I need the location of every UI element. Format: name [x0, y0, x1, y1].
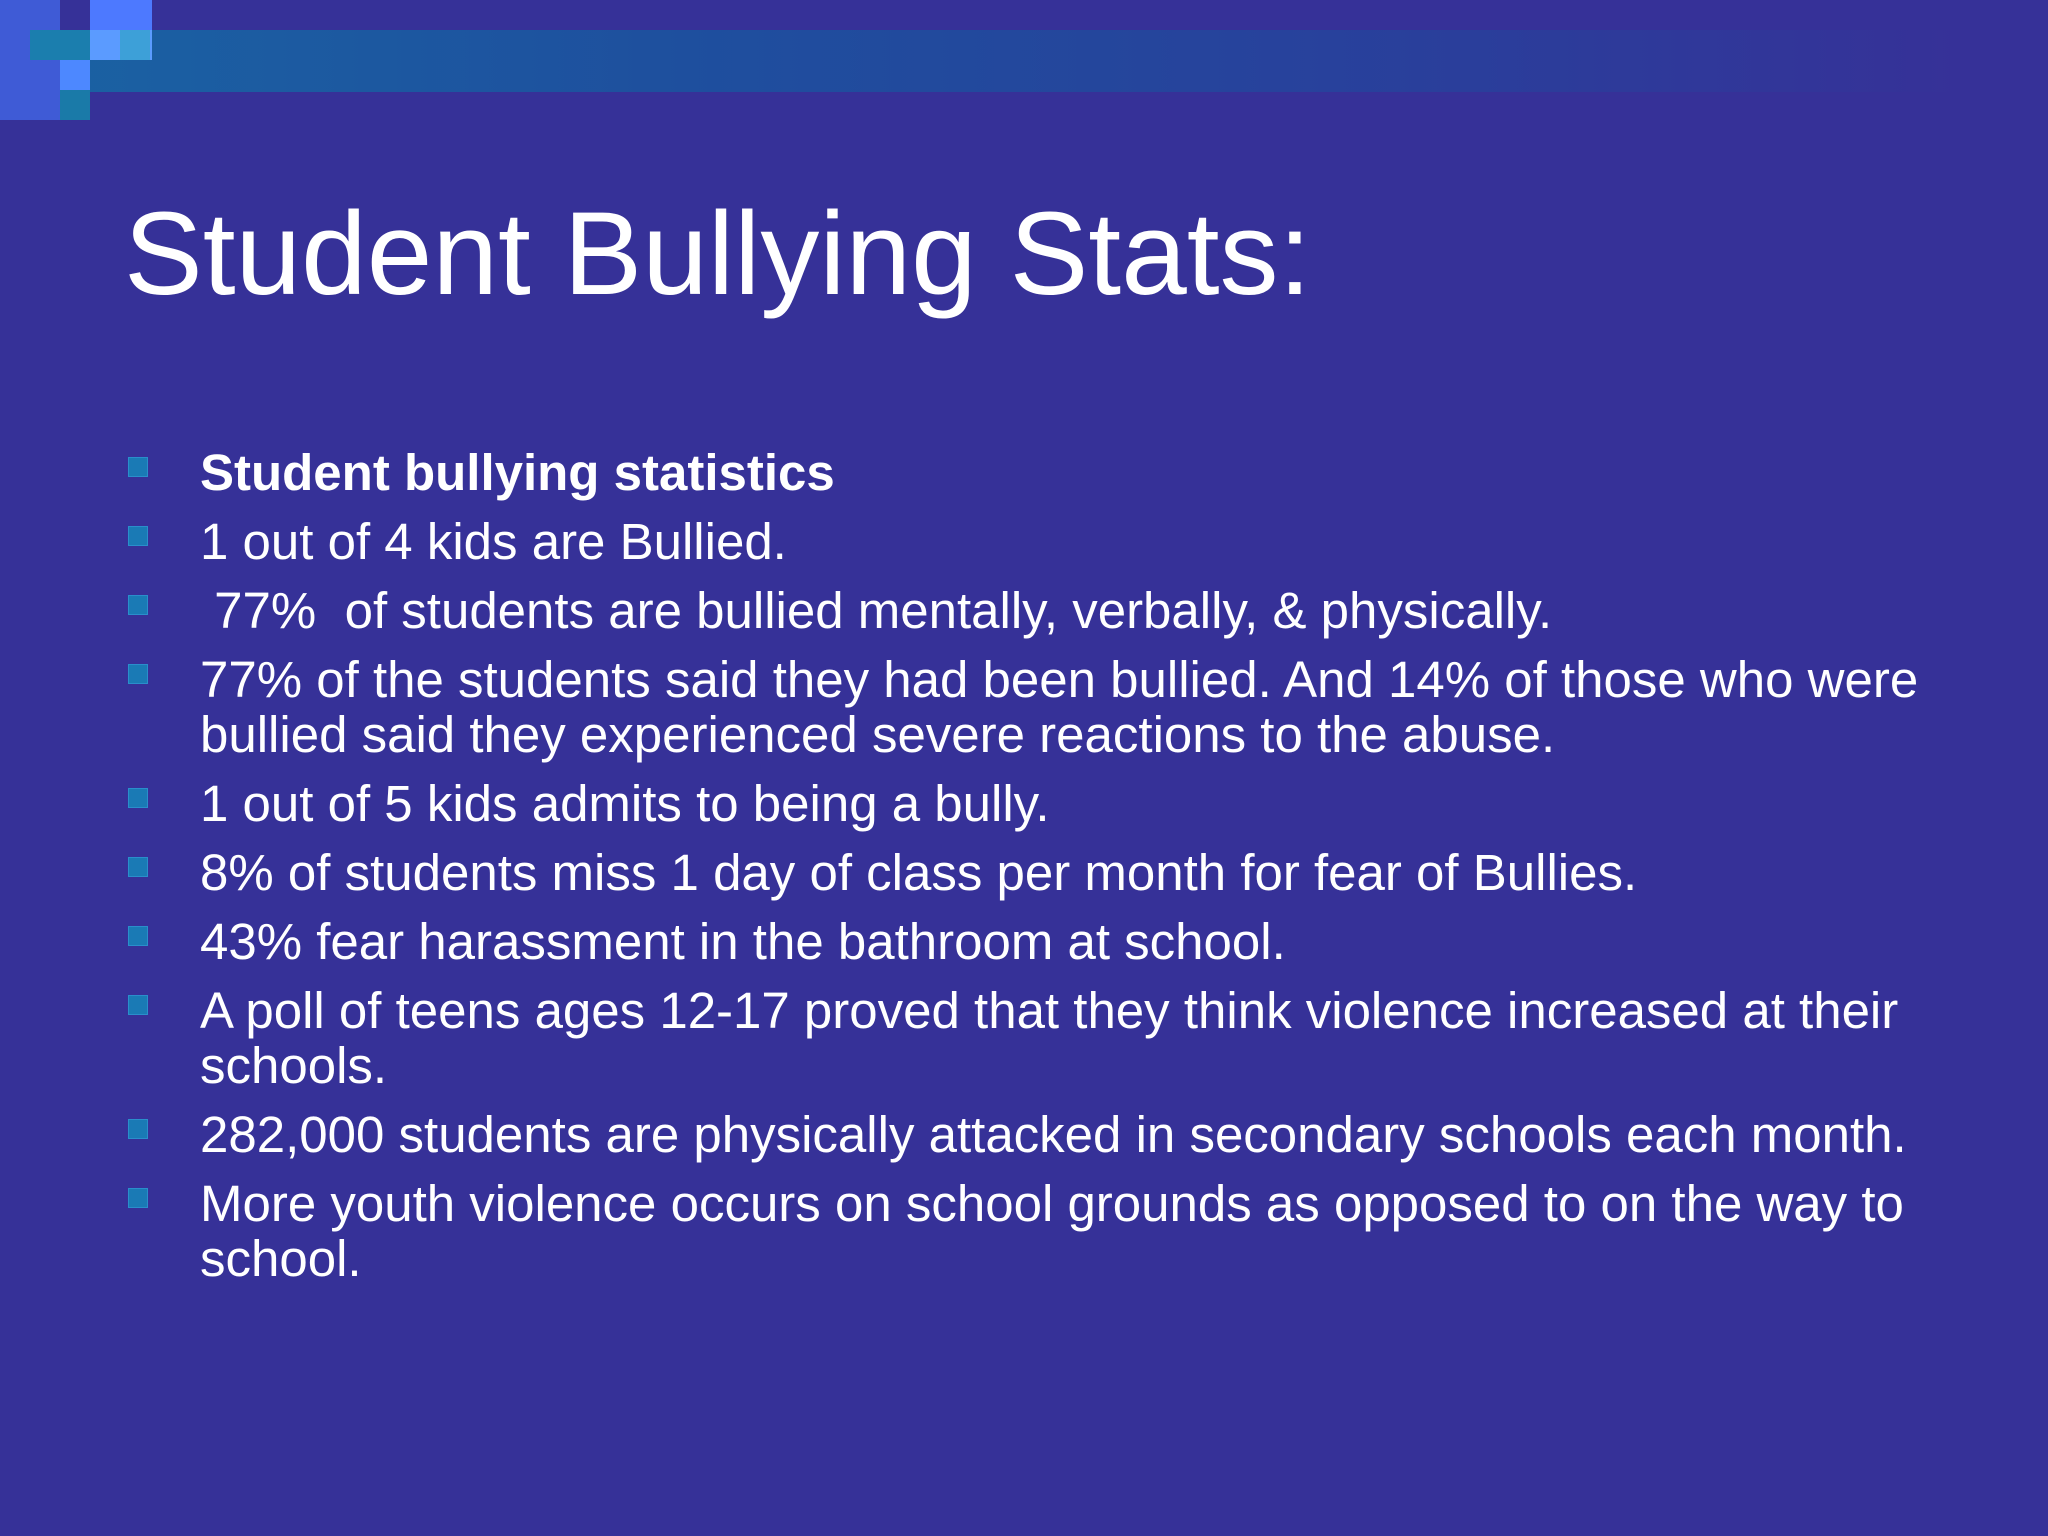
bullet-text: 77% of students are bullied mentally, verbally, & physically. — [200, 582, 1553, 639]
decorative-top-band — [0, 30, 1960, 92]
bullet-item — [126, 1107, 1946, 1162]
decorative-square — [60, 90, 90, 120]
bullet-item — [126, 845, 1946, 900]
bullet-text: 1 out of 4 kids are Bullied. — [200, 513, 787, 570]
decorative-square — [90, 0, 152, 30]
bullet-text: 77% of the students said they had been bullied. And 14% of those who were bullied said they experienced severe reactions to the abuse. — [200, 651, 1919, 763]
square-bullet-icon — [128, 857, 148, 877]
bullet-item — [126, 914, 1946, 969]
decorative-square — [120, 30, 150, 60]
square-bullet-icon — [128, 595, 148, 615]
square-bullet-icon — [128, 788, 148, 808]
bullet-item — [126, 445, 1946, 500]
square-bullet-icon — [128, 926, 148, 946]
bullet-item — [126, 583, 1946, 638]
bullet-text: 8% of students miss 1 day of class per month for fear of Bullies. — [200, 844, 1638, 901]
bullet-item — [126, 776, 1946, 831]
bullet-text: More youth violence occurs on school grounds as opposed to on the way to school. — [200, 1175, 1904, 1287]
bullet-item — [126, 983, 1946, 1093]
bullet-text: A poll of teens ages 12-17 proved that they think violence increased at their schools. — [200, 982, 1899, 1094]
bullet-item — [126, 652, 1946, 762]
decorative-square — [0, 0, 60, 120]
bullet-text: 282,000 students are physically attacked in secondary schools each month. — [200, 1106, 1907, 1163]
square-bullet-icon — [128, 664, 148, 684]
slide-title: Student Bullying Stats: — [124, 188, 1312, 320]
square-bullet-icon — [128, 526, 148, 546]
bullet-text: 1 out of 5 kids admits to being a bully. — [200, 775, 1050, 832]
decorative-square — [30, 30, 90, 60]
square-bullet-icon — [128, 1119, 148, 1139]
bullet-item — [126, 514, 1946, 569]
bullet-item — [126, 1176, 1946, 1286]
bullet-text: 43% fear harassment in the bathroom at school. — [200, 913, 1286, 970]
bullet-list — [126, 445, 1946, 1300]
square-bullet-icon — [128, 457, 148, 477]
square-bullet-icon — [128, 995, 148, 1015]
decorative-square — [60, 60, 90, 90]
square-bullet-icon — [128, 1188, 148, 1208]
bullet-text: Student bullying statistics — [200, 444, 835, 501]
